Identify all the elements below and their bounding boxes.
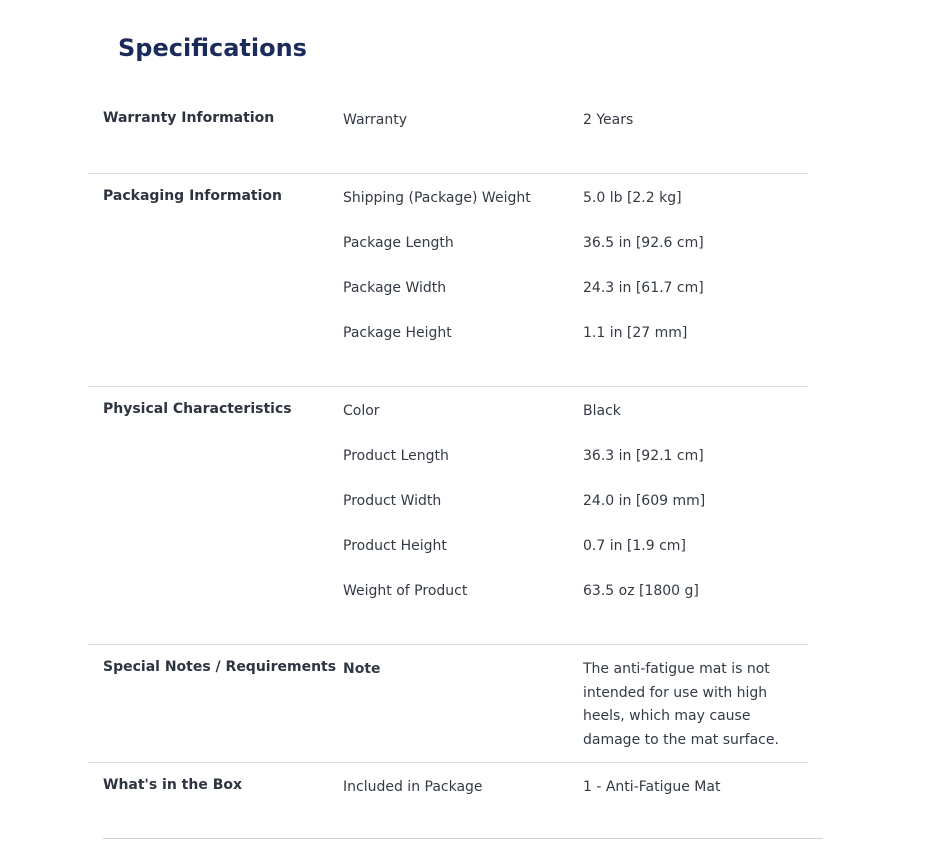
spec-key: Package Height bbox=[343, 325, 452, 341]
spec-key: Shipping (Package) Weight bbox=[343, 190, 531, 206]
spec-value: 1 - Anti-Fatigue Mat bbox=[583, 779, 721, 795]
spec-value: 5.0 lb [2.2 kg] bbox=[583, 190, 682, 206]
spec-row bbox=[343, 186, 808, 231]
spec-row bbox=[343, 579, 808, 624]
spec-value: 36.3 in [92.1 cm] bbox=[583, 448, 704, 464]
spec-key: Package Width bbox=[343, 280, 447, 296]
group-label: Physical Characteristics bbox=[103, 401, 292, 417]
spec-value: 24.0 in [609 mm] bbox=[583, 493, 706, 509]
spec-key: Color bbox=[343, 403, 380, 419]
spec-row bbox=[343, 657, 808, 752]
spec-row bbox=[343, 108, 808, 153]
spec-row bbox=[343, 444, 808, 489]
page-title: Specifications bbox=[118, 34, 307, 62]
spec-key: Package Length bbox=[343, 235, 454, 251]
spec-row bbox=[343, 489, 808, 534]
spec-group-whats-in-box bbox=[88, 763, 808, 860]
spec-value: 63.5 oz [1800 g] bbox=[583, 583, 699, 599]
spec-key: Warranty bbox=[343, 112, 408, 128]
group-label: Warranty Information bbox=[103, 110, 275, 126]
spec-group-warranty bbox=[88, 96, 808, 174]
spec-value: The anti-fatigue mat is not intended for use with high heels, which may cause damage to the mat surface. bbox=[583, 661, 779, 748]
spec-row bbox=[343, 399, 808, 444]
spec-row bbox=[343, 321, 808, 366]
spec-group-packaging bbox=[88, 174, 808, 387]
spec-group-special-notes bbox=[88, 645, 808, 763]
group-label: Special Notes / Requirements bbox=[103, 659, 337, 675]
spec-key: Product Width bbox=[343, 493, 442, 509]
specifications-table bbox=[88, 96, 808, 860]
spec-key: Product Length bbox=[343, 448, 449, 464]
spec-value: 2 Years bbox=[583, 112, 634, 128]
spec-value: 1.1 in [27 mm] bbox=[583, 325, 688, 341]
spec-value: 36.5 in [92.6 cm] bbox=[583, 235, 704, 251]
spec-key: Note bbox=[343, 661, 381, 677]
spec-value: Black bbox=[583, 403, 621, 419]
group-label: Packaging Information bbox=[103, 188, 282, 204]
spec-key: Included in Package bbox=[343, 779, 483, 795]
spec-key: Weight of Product bbox=[343, 583, 468, 599]
spec-row bbox=[343, 534, 808, 579]
spec-row bbox=[343, 231, 808, 276]
spec-row bbox=[343, 276, 808, 321]
group-label: What's in the Box bbox=[103, 777, 243, 793]
spec-key: Product Height bbox=[343, 538, 447, 554]
spec-value: 0.7 in [1.9 cm] bbox=[583, 538, 686, 554]
spec-row bbox=[343, 775, 808, 820]
spec-value: 24.3 in [61.7 cm] bbox=[583, 280, 704, 296]
bottom-divider bbox=[103, 838, 823, 839]
spec-group-physical bbox=[88, 387, 808, 645]
